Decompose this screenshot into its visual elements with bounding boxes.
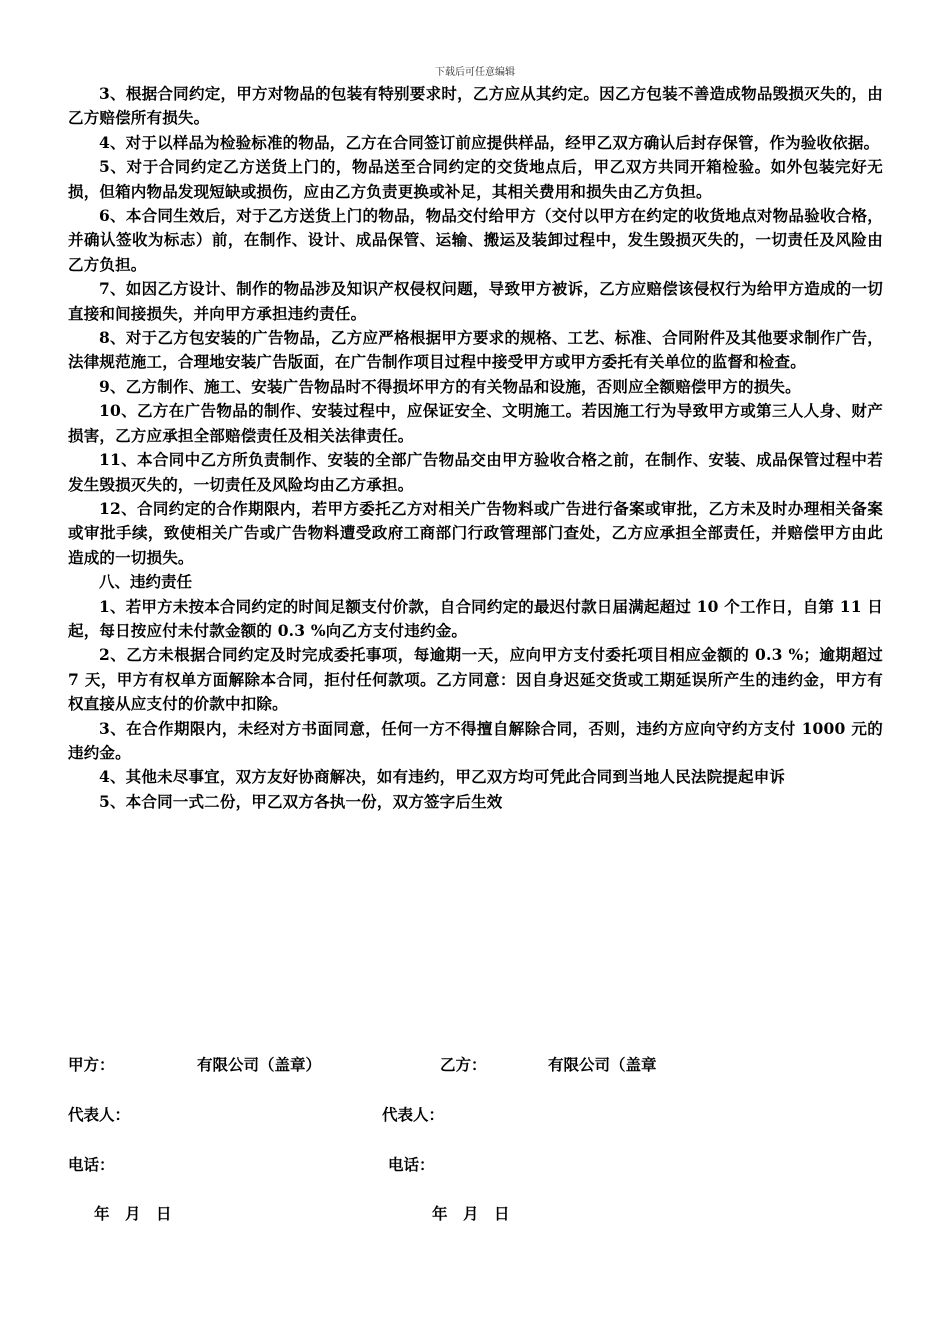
party-b-company: 有限公司（盖章 bbox=[548, 1055, 657, 1074]
clause-4: 4、对于以样品为检验标准的物品，乙方在合同签订前应提供样品，经甲乙双方确认后封存保管，作为验收依据。 bbox=[99, 132, 880, 152]
rep-a-label: 代表人： bbox=[68, 1105, 131, 1124]
phone-b-label: 电话： bbox=[388, 1155, 435, 1174]
header-note: 下载后可任意编辑 bbox=[435, 67, 515, 78]
party-a-label: 甲方： bbox=[68, 1055, 115, 1074]
clause-11: 11、本合同中乙方所负责制作、安装的全部广告物品交由甲方验收合格之前，在制作、安装、成品保管过程中若发生毁损灭失的，一切责任及风险均由乙方承担。 bbox=[68, 450, 883, 494]
party-b-label: 乙方： bbox=[440, 1055, 487, 1074]
clause-6: 6、本合同生效后，对于乙方送货上门的物品，物品交付给甲方（交付以甲方在约定的收货地点对物品验收合格，并确认签收为标志）前，在制作、设计、成品保管、运输、搬运及装卸过程中，发生毁损灭失的，一切责任及风险由乙方负担。 bbox=[68, 206, 883, 274]
clause-10: 10、乙方在广告物品的制作、安装过程中，应保证安全、文明施工。若因施工行为导致甲方或第三人人身、财产损害，乙方应承担全部赔偿责任及相关法律责任。 bbox=[68, 401, 883, 445]
breach-item-1: 1、若甲方未按本合同约定的时间足额支付价款，自合同约定的最迟付款日届满起超过 10 个工作日，自第 11 日起，每日按应付未付款金额的 0.3 %向乙方支付违约金。 bbox=[68, 596, 883, 640]
date-b: 年 月 日 bbox=[432, 1204, 510, 1223]
party-a-company: 有限公司（盖章） bbox=[197, 1055, 322, 1074]
clause-12: 12、合同约定的合作期限内，若甲方委托乙方对相关广告物料或广告进行备案或审批，乙方未及时办理相关备案或审批手续，致使相关广告或广告物料遭受政府工商部门行政管理部门查处，乙方应承担全部责任，并赔偿甲方由此造成的一切损失。 bbox=[68, 498, 883, 567]
contract-body bbox=[68, 82, 883, 814]
rep-b-label: 代表人： bbox=[382, 1105, 445, 1124]
clause-3: 3、根据合同约定，甲方对物品的包装有特别要求时，乙方应从其约定。因乙方包装不善造成物品毁损灭失的，由乙方赔偿所有损失。 bbox=[68, 84, 883, 128]
clause-7: 7、如因乙方设计、制作的物品涉及知识产权侵权问题，导致甲方被诉，乙方应赔偿该侵权行为给甲方造成的一切直接和间接损失，并向甲方承担违约责任。 bbox=[68, 279, 883, 323]
breach-item-2: 2、乙方未根据合同约定及时完成委托事项，每逾期一天，应向甲方支付委托项目相应金额的 0.3 %；逾期超过 7 天，甲方有权单方面解除本合同，拒付任何款项。乙方同意：因自身迟延交货或工期延误所产生的违约金，甲方有权直接从应支付的价款中扣除。 bbox=[68, 645, 883, 714]
date-a: 年 月 日 bbox=[94, 1204, 172, 1223]
breach-item-3: 3、在合作期限内，未经对方书面同意，任何一方不得擅自解除合同，否则，违约方应向守约方支付 1000 元的违约金。 bbox=[68, 718, 883, 762]
breach-section-heading: 八、违约责任 bbox=[99, 572, 193, 592]
breach-item-4: 4、其他未尽事宜，双方友好协商解决，如有违约，甲乙双方均可凭此合同到当地人民法院提起申诉 bbox=[99, 767, 786, 787]
clause-8: 8、对于乙方包安装的广告物品，乙方应严格根据甲方要求的规格、工艺、标准、合同附件及其他要求制作广告，法律规范施工，合理地安装广告版面，在广告制作项目过程中接受甲方或甲方委托有关单位的监督和检查。 bbox=[68, 328, 883, 372]
clause-5: 5、对于合同约定乙方送货上门的，物品送至合同约定的交货地点后，甲乙双方共同开箱检验。如外包装完好无损，但箱内物品发现短缺或损伤，应由乙方负责更换或补足，其相关费用和损失由乙方负担。 bbox=[68, 157, 883, 201]
clause-9: 9、乙方制作、施工、安装广告物品时不得损坏甲方的有关物品和设施，否则应全额赔偿甲方的损失。 bbox=[99, 376, 801, 396]
breach-item-5: 5、本合同一式二份，甲乙双方各执一份，双方签字后生效 bbox=[99, 791, 503, 811]
phone-a-label: 电话： bbox=[68, 1155, 115, 1174]
